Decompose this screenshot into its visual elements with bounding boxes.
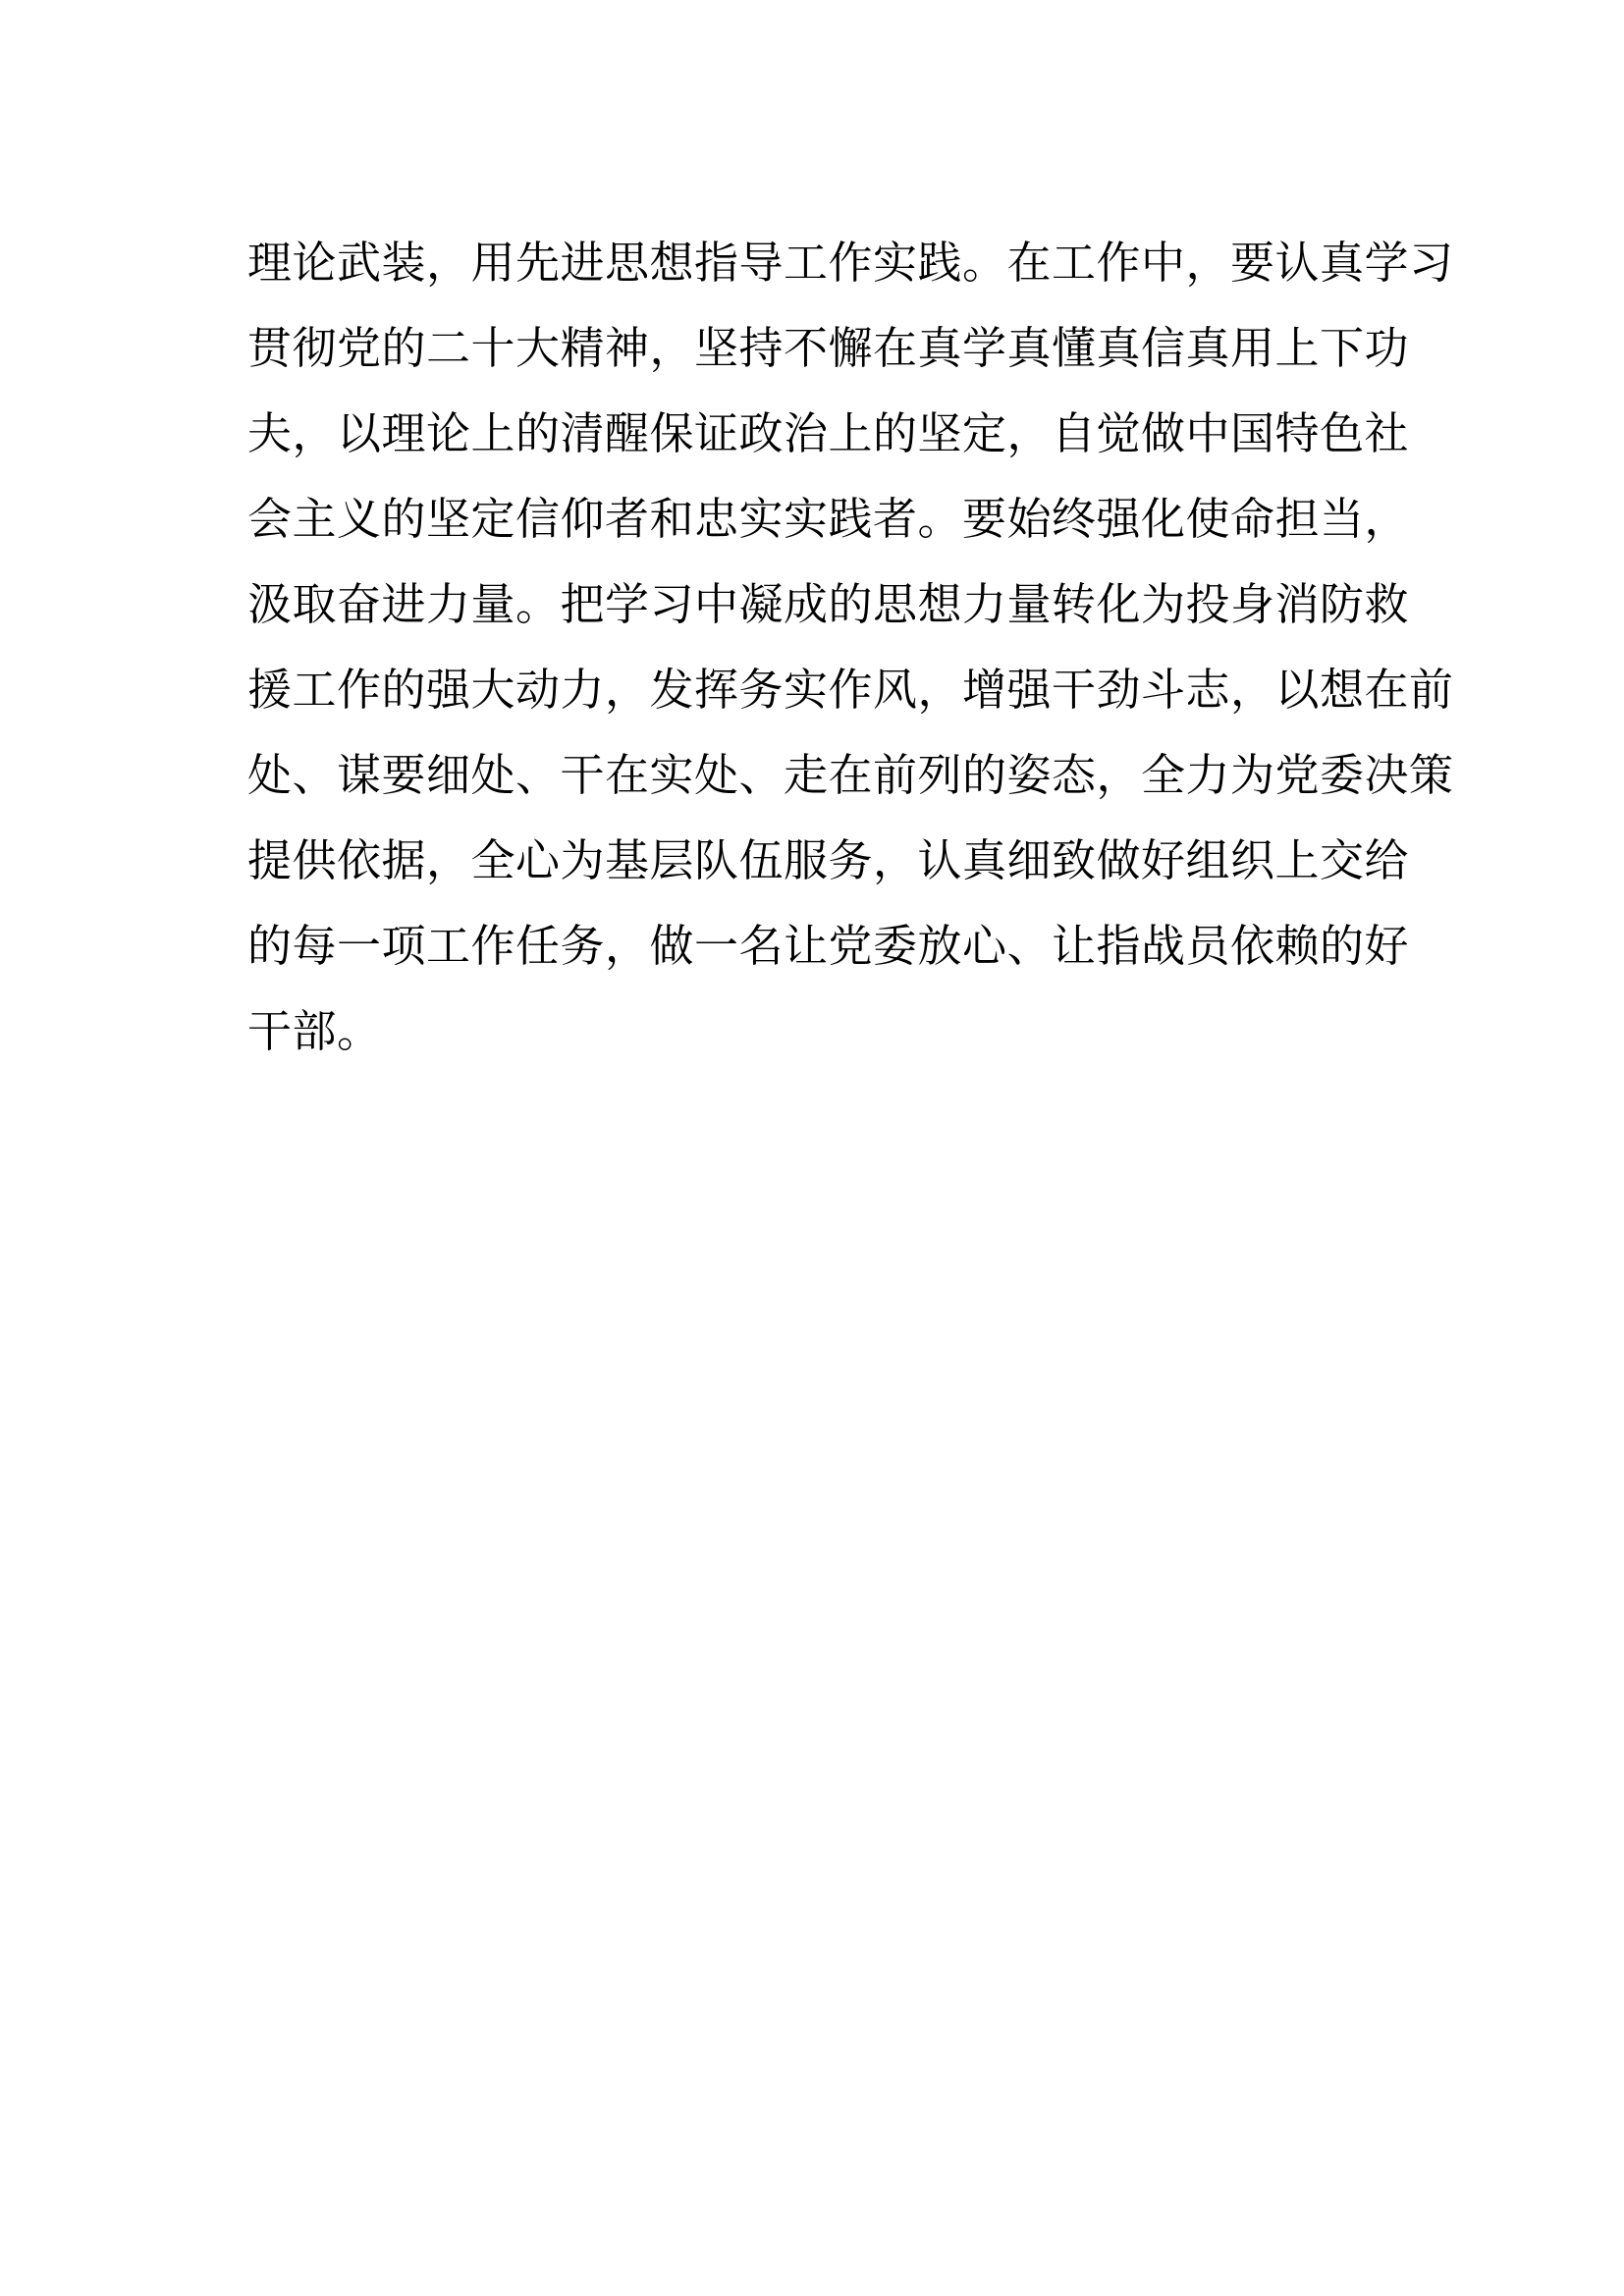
paragraph-line: 干部。 — [247, 1005, 382, 1057]
paragraph-line: 的每一项工作任务，做一名让党委放心、让指战员依赖的好 — [247, 920, 1410, 972]
paragraph-line: 贯彻党的二十大精神，坚持不懈在真学真懂真信真用上下功 — [247, 322, 1410, 374]
body-paragraph — [247, 220, 1454, 1074]
paragraph-line: 援工作的强大动力，发挥务实作风，增强干劲斗志，以想在前 — [247, 664, 1454, 716]
paragraph-line: 提供依据，全心为基层队伍服务，认真细致做好组织上交给 — [247, 834, 1410, 886]
paragraph-line: 汲取奋进力量。把学习中凝成的思想力量转化为投身消防救 — [247, 578, 1410, 630]
paragraph-line: 处、谋要细处、干在实处、走在前列的姿态，全力为党委决策 — [247, 749, 1454, 801]
paragraph-line: 夫，以理论上的清醒保证政治上的坚定，自觉做中国特色社 — [247, 407, 1410, 459]
paragraph-line: 会主义的坚定信仰者和忠实实践者。要始终强化使命担当， — [247, 493, 1410, 545]
paragraph-line: 理论武装，用先进思想指导工作实践。在工作中，要认真学习 — [247, 237, 1454, 289]
